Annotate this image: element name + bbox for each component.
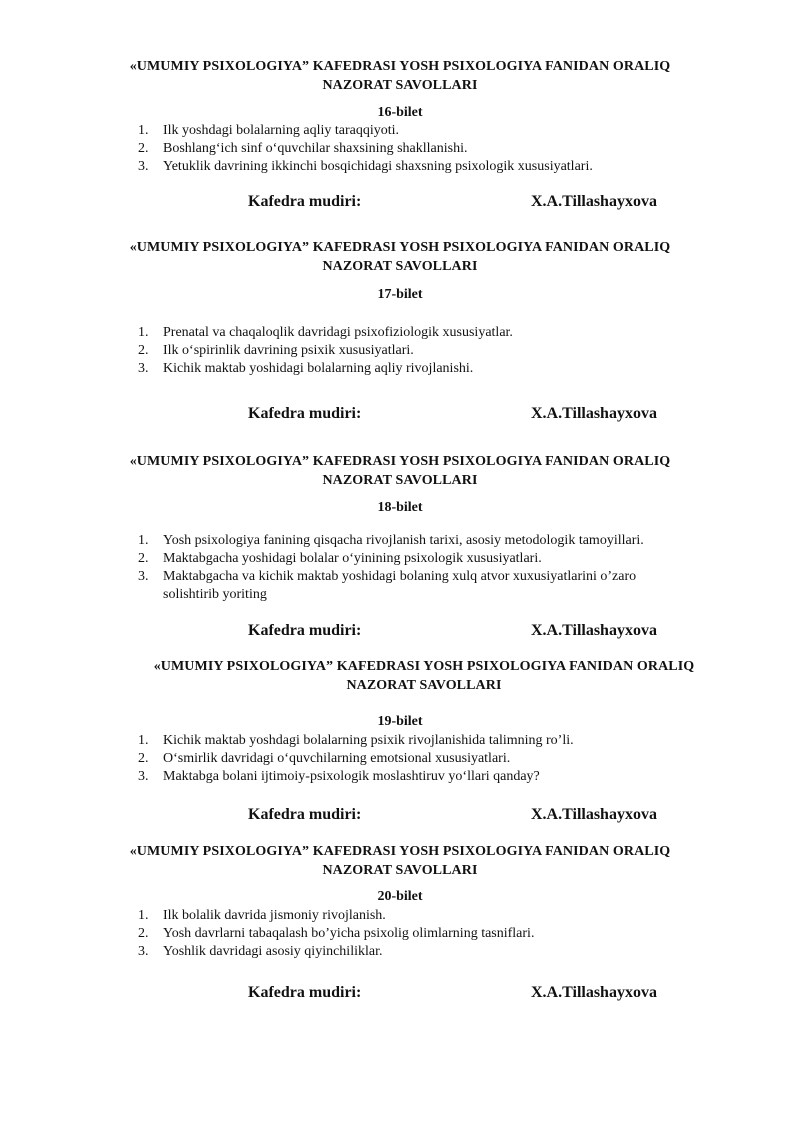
question-item <box>0 360 800 378</box>
question-text: Prenatal va chaqaloqlik davridagi psixofiziologik xususiyatlar. <box>163 325 513 340</box>
signature-line <box>0 804 800 826</box>
question-number: 1. <box>138 733 149 748</box>
section-title-line-1: «UMUMIY PSIXOLOGIYA” KAFEDRASI YOSH PSIXOLOGIYA FANIDAN ORALIQ <box>153 659 695 674</box>
section-title <box>0 657 800 695</box>
question-number: 3. <box>138 569 149 584</box>
question-text: Ilk yoshdagi bolalarning aqliy taraqqiyoti. <box>163 123 400 138</box>
ticket-number: 20-bilet <box>377 889 423 904</box>
signature-label: Kafedra mudiri: <box>248 984 362 1001</box>
question-number: 3. <box>138 361 149 376</box>
section-title-line-1: «UMUMIY PSIXOLOGIYA” KAFEDRASI YOSH PSIXOLOGIYA FANIDAN ORALIQ <box>129 59 671 74</box>
question-number: 3. <box>138 769 149 784</box>
section-title <box>0 842 800 880</box>
ticket-number: 19-bilet <box>377 714 423 729</box>
question-item <box>0 568 800 604</box>
question-number: 3. <box>138 159 149 174</box>
section-title-line-1: «UMUMIY PSIXOLOGIYA” KAFEDRASI YOSH PSIXOLOGIYA FANIDAN ORALIQ <box>129 844 671 859</box>
question-number: 1. <box>138 123 149 138</box>
question-item <box>0 732 800 750</box>
ticket-number: 16-bilet <box>377 105 423 120</box>
question-number: 2. <box>138 751 149 766</box>
question-list <box>0 907 800 961</box>
question-number: 2. <box>138 926 149 941</box>
section-title-line-2: NAZORAT SAVOLLARI <box>322 78 478 93</box>
question-text: Kichik maktab yoshidagi bolalarning aqliy rivojlanishi. <box>163 361 474 376</box>
question-text: Kichik maktab yoshdagi bolalarning psixik rivojlanishida talimning ro’li. <box>163 733 574 748</box>
question-item <box>0 943 800 961</box>
question-number: 1. <box>138 908 149 923</box>
section-title <box>0 452 800 490</box>
question-text: Yetuklik davrining ikkinchi bosqichidagi shaxsning psixologik xususiyatlari. <box>163 159 593 174</box>
signature-line <box>0 620 800 642</box>
question-item <box>0 768 800 786</box>
section-title <box>0 238 800 276</box>
question-list <box>0 122 800 176</box>
question-item <box>0 122 800 140</box>
question-item <box>0 550 800 568</box>
question-number: 3. <box>138 944 149 959</box>
ticket-number: 18-bilet <box>377 500 423 515</box>
question-text: Yosh davrlarni tabaqalash bo’yicha psixolig olimlarning tasniflari. <box>163 926 535 941</box>
section-title-line-2: NAZORAT SAVOLLARI <box>322 259 478 274</box>
question-number: 2. <box>138 551 149 566</box>
question-item <box>0 342 800 360</box>
signature-label: Kafedra mudiri: <box>248 193 362 210</box>
signature-name: X.A.Tillashayxova <box>531 984 657 1001</box>
question-number: 1. <box>138 325 149 340</box>
question-text: Maktabga bolani ijtimoiy-psixologik moslashtiruv yo‘llari qanday? <box>163 769 540 784</box>
section-title <box>0 57 800 95</box>
section-title-line-1: «UMUMIY PSIXOLOGIYA” KAFEDRASI YOSH PSIXOLOGIYA FANIDAN ORALIQ <box>129 454 671 469</box>
signature-label: Kafedra mudiri: <box>248 405 362 422</box>
signature-line <box>0 191 800 213</box>
question-text: Ilk bolalik davrida jismoniy rivojlanish. <box>163 908 386 923</box>
section-title-line-2: NAZORAT SAVOLLARI <box>346 678 502 693</box>
question-number: 1. <box>138 533 149 548</box>
question-text: Yoshlik davridagi asosiy qiyinchiliklar. <box>163 944 383 959</box>
question-text: Ilk o‘spirinlik davrining psixik xususiyatlari. <box>163 343 414 358</box>
signature-name: X.A.Tillashayxova <box>531 405 657 422</box>
signature-label: Kafedra mudiri: <box>248 622 362 639</box>
question-item <box>0 907 800 925</box>
section-title-line-2: NAZORAT SAVOLLARI <box>322 473 478 488</box>
question-text: O‘smirlik davridagi o‘quvchilarning emotsional xususiyatlari. <box>163 751 511 766</box>
question-item <box>0 925 800 943</box>
question-item <box>0 140 800 158</box>
question-list <box>0 732 800 786</box>
signature-line <box>0 403 800 425</box>
section-title-line-1: «UMUMIY PSIXOLOGIYA” KAFEDRASI YOSH PSIXOLOGIYA FANIDAN ORALIQ <box>129 240 671 255</box>
question-item <box>0 532 800 550</box>
question-item <box>0 750 800 768</box>
question-text: Boshlang‘ich sinf o‘quvchilar shaxsining shakllanishi. <box>163 141 468 156</box>
signature-name: X.A.Tillashayxova <box>531 193 657 210</box>
question-text: Maktabgacha va kichik maktab yoshidagi bolaning xulq atvor xuxusiyatlarini o’zaro solishtirib yoriting <box>163 569 637 602</box>
question-number: 2. <box>138 141 149 156</box>
signature-line <box>0 982 800 1004</box>
question-text: Maktabgacha yoshidagi bolalar o‘yinining psixologik xususiyatlari. <box>163 551 542 566</box>
question-item <box>0 324 800 342</box>
question-item <box>0 158 800 176</box>
ticket-number: 17-bilet <box>377 287 423 302</box>
signature-label: Kafedra mudiri: <box>248 806 362 823</box>
section-title-line-2: NAZORAT SAVOLLARI <box>322 863 478 878</box>
signature-name: X.A.Tillashayxova <box>531 622 657 639</box>
question-number: 2. <box>138 343 149 358</box>
question-list <box>0 532 800 604</box>
question-list <box>0 324 800 378</box>
signature-name: X.A.Tillashayxova <box>531 806 657 823</box>
question-text: Yosh psixologiya fanining qisqacha rivojlanish tarixi, asosiy metodologik tamoyillari. <box>163 533 644 548</box>
